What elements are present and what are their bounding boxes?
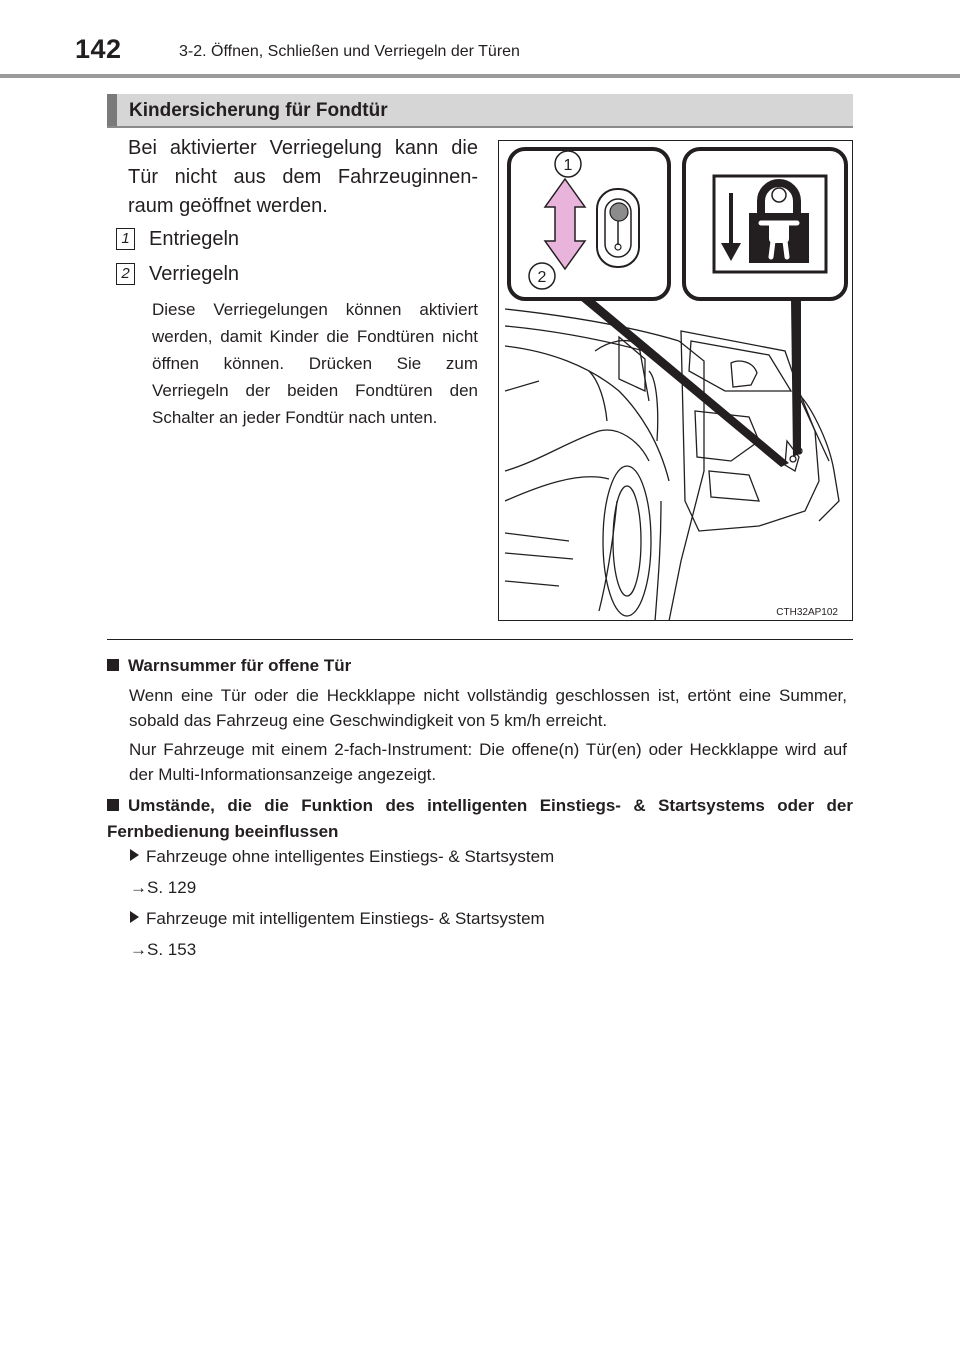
bullet-item (130, 847, 554, 867)
warning-heading (107, 656, 351, 676)
number-badge: 1 (116, 228, 135, 250)
child-lock-illustration (499, 141, 853, 621)
triangle-bullet-icon (130, 849, 139, 861)
unlock-lock-arrow-icon (545, 179, 585, 269)
number-badge: 2 (116, 263, 135, 285)
warning-paragraph-2: Nur Fahrzeuge mit einem 2-fach-Instrument: Die offene(n) Tür(en) oder Heckklappe wird auf der Multi-Informationsanzeige angezeigt. (129, 740, 847, 784)
page-reference-link[interactable]: →S. 153 (130, 940, 197, 959)
callout-2-label: 2 (537, 269, 547, 286)
callout-1-label: 1 (563, 157, 573, 174)
section-divider (107, 639, 853, 640)
section-bar-accent (107, 94, 117, 126)
section-heading-bar (107, 94, 853, 128)
leader-line (791, 299, 801, 457)
triangle-bullet-icon (130, 911, 139, 923)
section-title: Kindersicherung für Fondtür (129, 100, 388, 121)
warning-paragraph-1: Wenn eine Tür oder die Heckklappe nicht vollständig geschlossen ist, ertönt eine Summer, sobald das Fahrzeug eine Geschwindigkeit von 5 km/h erreicht. (129, 686, 847, 730)
running-head: 3-2. Öffnen, Schließen und Verriegeln der Türen (179, 43, 520, 60)
list-item-label: Entriegeln (149, 228, 240, 250)
square-bullet-icon (107, 659, 119, 671)
conditions-heading (107, 793, 853, 845)
intro-text: Bei aktivierter Verriegelung kann die Tür nicht aus dem Fahrzeuginnen-raum geöffnet werden. (128, 137, 478, 217)
list-item-unlock (116, 228, 239, 251)
header-rule (0, 74, 960, 78)
note-text: Diese Verriegelungen können aktiviert werden, damit Kinder die Fondtüren nicht öffnen können. Drücken Sie zum Verriegeln der beiden Fondtüren den Schalter an jeder Fondtür nach unten. (152, 300, 478, 427)
bullet-item (130, 909, 545, 929)
conditions-heading-text: Umstände, die die Funktion des intelligenten Einstiegs- & Startsystems oder der Fernbedienung beeinflussen (107, 796, 853, 841)
car-rear-door-sketch (505, 309, 839, 621)
square-bullet-icon (107, 799, 119, 811)
bullet-text: Fahrzeuge ohne intelligentes Einstiegs- & Startsystem (146, 847, 555, 866)
list-item-lock (116, 263, 239, 286)
list-item-label: Verriegeln (149, 263, 240, 285)
page-number: 142 (75, 34, 122, 64)
bullet-text: Fahrzeuge mit intelligentem Einstiegs- & Startsystem (146, 909, 545, 928)
warning-heading-text: Warnsummer für offene Tür (128, 656, 352, 675)
figure-code: CTH32AP102 (776, 607, 838, 618)
child-lock-figure (498, 140, 853, 621)
child-icon (772, 188, 786, 202)
page-reference-link[interactable]: →S. 129 (130, 878, 197, 897)
